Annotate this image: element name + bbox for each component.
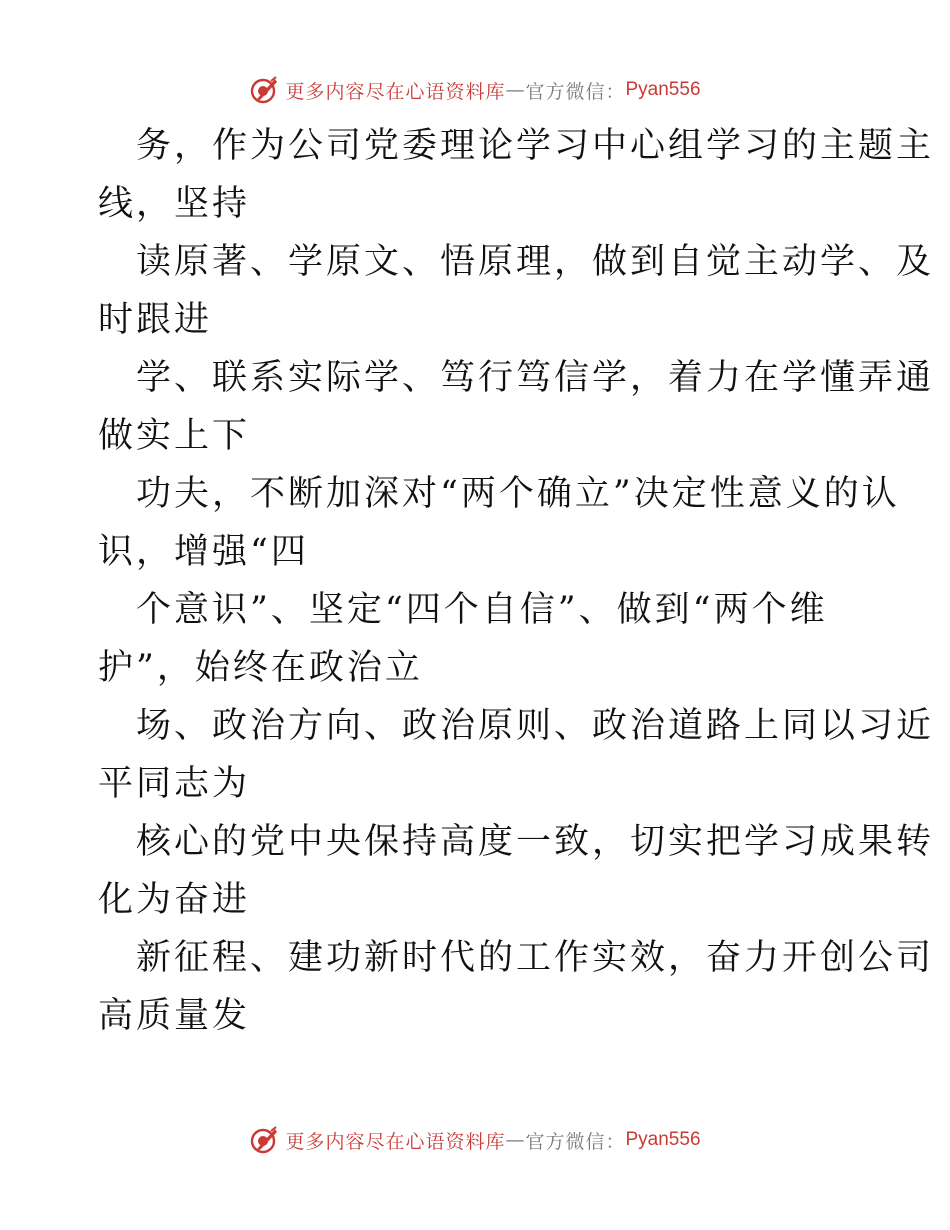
- text-line: 学、联系实际学、笃行笃信学，着力在学懂弄通: [136, 358, 935, 398]
- text-line: 线，坚持: [98, 184, 251, 224]
- watermark-wechat-id: Pyan556: [625, 1129, 701, 1150]
- text-line: 新征程、建功新时代的工作实效，奋力开创公司: [136, 938, 935, 978]
- text-line: 识，增强“四: [98, 532, 309, 572]
- text-line: 功夫，不断加深对“两个确立”决定性意义的认: [136, 474, 900, 514]
- text-line: 个意识”、坚定“四个自信”、做到“两个维: [136, 590, 828, 630]
- footer-watermark: [0, 1120, 950, 1160]
- text-line: 做实上下: [98, 416, 251, 456]
- document-body: [98, 117, 935, 1045]
- watermark-separator: —: [505, 79, 526, 101]
- text-line: 化为奋进: [98, 880, 251, 920]
- text-line: 读原著、学原文、悟原理，做到自觉主动学、及: [136, 242, 935, 282]
- text-line: 高质量发: [98, 996, 251, 1036]
- watermark-separator: —: [505, 1129, 526, 1151]
- text-line: 时跟进: [98, 300, 213, 340]
- quill-pen-logo-icon: [249, 1125, 279, 1155]
- text-line: 场、政治方向、政治原则、政治道路上同以习近: [136, 706, 935, 746]
- header-watermark: [0, 70, 950, 110]
- text-line: 核心的党中央保持高度一致，切实把学习成果转: [136, 822, 935, 862]
- text-line: 务，作为公司党委理论学习中心组学习的主题主: [136, 126, 935, 166]
- text-line: 护”，始终在政治立: [98, 648, 423, 688]
- watermark-brand-text: 更多内容尽在心语资料库: [285, 1130, 506, 1153]
- watermark-brand-text: 更多内容尽在心语资料库: [285, 80, 506, 103]
- watermark-label: 官方微信：: [525, 1130, 626, 1153]
- watermark-label: 官方微信：: [525, 80, 626, 103]
- quill-pen-logo-icon: [249, 75, 279, 105]
- watermark-wechat-id: Pyan556: [625, 79, 701, 100]
- text-line: 平同志为: [98, 764, 251, 804]
